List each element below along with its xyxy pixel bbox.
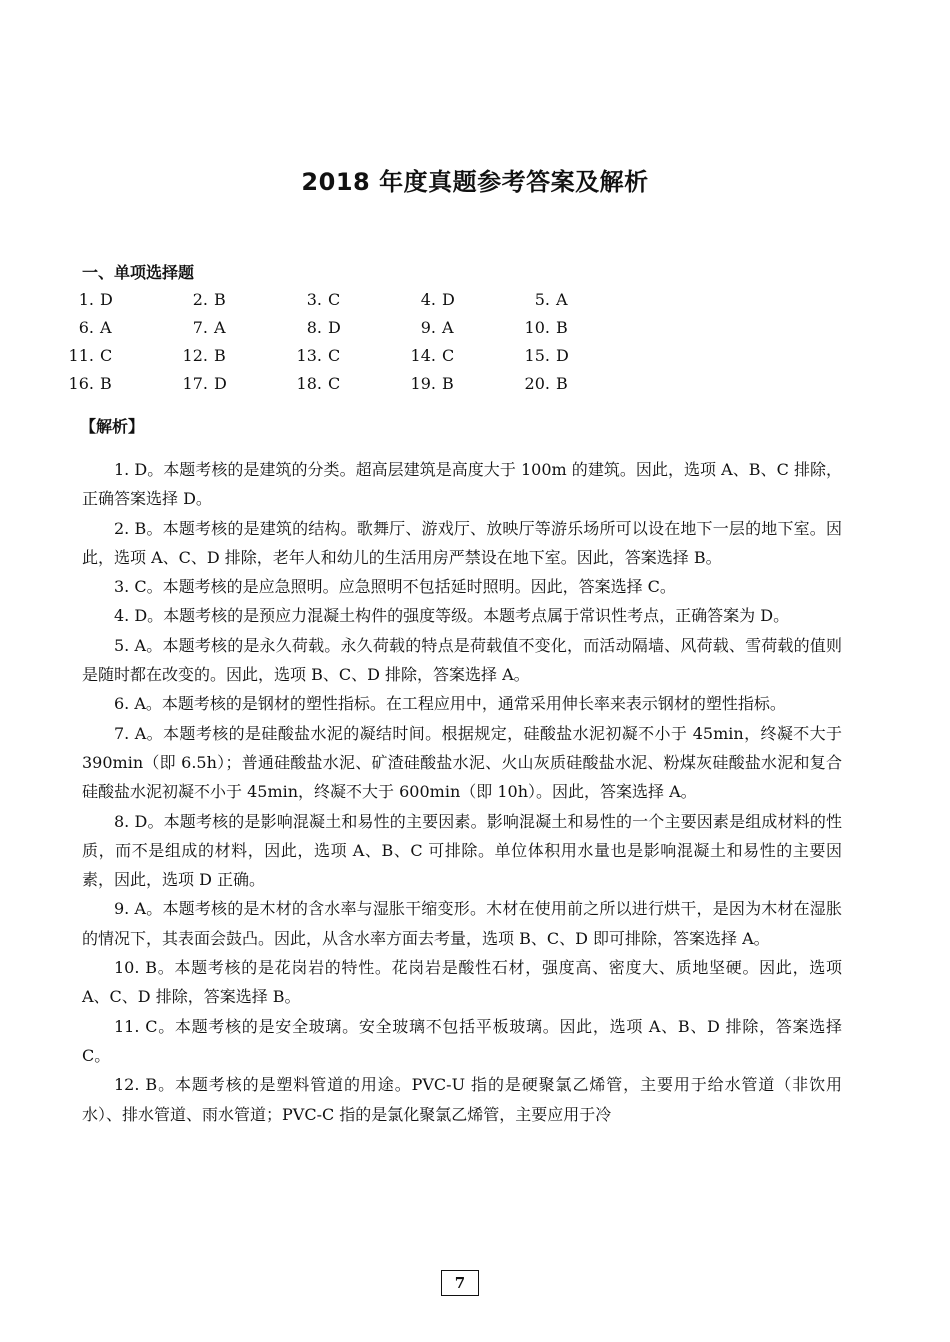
answer-item: 3. C <box>306 290 341 309</box>
explanation-paragraph: 2. B。本题考核的是建筑的结构。歌舞厅、游戏厅、放映厅等游乐场所可以设在地下一层的地下室。因此，选项 A、C、D 排除，老年人和幼儿的生活用房严禁设在地下室。因此，答案选择 B。 <box>82 518 842 567</box>
answer-item: 9. A <box>420 318 454 337</box>
answer-item: 14. C <box>410 346 455 365</box>
section-heading-single-choice: 一、单项选择题 <box>82 263 195 282</box>
answer-item: 13. C <box>296 346 341 365</box>
answer-item: 8. D <box>306 318 341 337</box>
answer-row <box>78 288 642 316</box>
explanation-paragraph: 4. D。本题考核的是预应力混凝土构件的强度等级。本题考点属于常识性考点，正确答案为 D。 <box>114 606 790 626</box>
answer-item: 6. A <box>78 318 112 337</box>
answer-item: 17. D <box>182 374 227 393</box>
answer-item: 2. B <box>192 290 226 309</box>
answer-row <box>68 372 642 400</box>
answer-row <box>68 344 642 372</box>
answer-item: 10. B <box>524 318 568 337</box>
explanation-paragraph: 12. B。本题考核的是塑料管道的用途。PVC-U 指的是硬聚氯乙烯管，主要用于给水管道（非饮用水）、排水管道、雨水管道；PVC-C 指的是氯化聚氯乙烯管，主要应用于冷 <box>82 1075 842 1124</box>
answer-item: 1. D <box>78 290 113 309</box>
analysis-heading: 【解析】 <box>80 417 145 436</box>
explanation-paragraph: 5. A。本题考核的是永久荷载。永久荷载的特点是荷载值不变化，而活动隔墙、风荷载、雪荷载的值则是随时都在改变的。因此，选项 B、C、D 排除，答案选择 A。 <box>82 635 842 685</box>
answer-item: 12. B <box>182 346 226 365</box>
analysis-body <box>82 455 842 1129</box>
explanation-paragraph: 11. C。本题考核的是安全玻璃。安全玻璃不包括平板玻璃。因此，选项 A、B、D 排除，答案选择 C。 <box>82 1016 842 1065</box>
answer-item: 7. A <box>192 318 226 337</box>
answer-item: 20. B <box>524 374 568 393</box>
answer-item: 19. B <box>410 374 454 393</box>
answer-item: 16. B <box>68 374 112 393</box>
explanation-paragraph: 10. B。本题考核的是花岗岩的特性。花岗岩是酸性石材，强度高、密度大、质地坚硬。因此，选项 A、C、D 排除，答案选择 B。 <box>82 958 842 1007</box>
explanation-paragraph: 7. A。本题考核的是硅酸盐水泥的凝结时间。根据规定，硅酸盐水泥初凝不小于 45min，终凝不大于 390min（即 6.5h）；普通硅酸盐水泥、矿渣硅酸盐水泥、火山灰质硅酸盐水泥、粉煤灰硅酸盐水泥和复合硅酸盐水泥初凝不小于 45min，终凝不大于 600min（即 10h）。因此，答案选择 A。 <box>82 723 842 802</box>
explanation-paragraph: 3. C。本题考核的是应急照明。应急照明不包括延时照明。因此，答案选择 C。 <box>114 577 676 597</box>
answer-item: 18. C <box>296 374 341 393</box>
answer-grid <box>68 288 642 400</box>
answer-item: 11. C <box>68 346 113 365</box>
explanation-paragraph: 9. A。本题考核的是木材的含水率与湿胀干缩变形。木材在使用前之所以进行烘干，是因为木材在湿胀的情况下，其表面会鼓凸。因此，从含水率方面去考量，选项 B、C、D 即可排除，答案选择 A。 <box>82 899 842 948</box>
explanation-paragraph: 8. D。本题考核的是影响混凝土和易性的主要因素。影响混凝土和易性的一个主要因素是组成材料的性质，而不是组成的材料，因此，选项 A、B、C 可排除。单位体积用水量也是影响混凝土和易性的主要因素，因此，选项 D 正确。 <box>82 811 842 890</box>
answer-item: 4. D <box>420 290 455 309</box>
answer-item: 15. D <box>524 346 569 365</box>
page-number: 7 <box>441 1270 479 1296</box>
explanation-paragraph: 6. A。本题考核的是钢材的塑性指标。在工程应用中，通常采用伸长率来表示钢材的塑性指标。 <box>114 694 786 714</box>
answer-row <box>78 316 642 344</box>
answer-item: 5. A <box>534 290 568 309</box>
explanation-paragraph: 1. D。本题考核的是建筑的分类。超高层建筑是高度大于 100m 的建筑。因此，选项 A、B、C 排除，正确答案选择 D。 <box>82 460 842 509</box>
page-title: 2018 年度真题参考答案及解析 <box>301 168 649 196</box>
